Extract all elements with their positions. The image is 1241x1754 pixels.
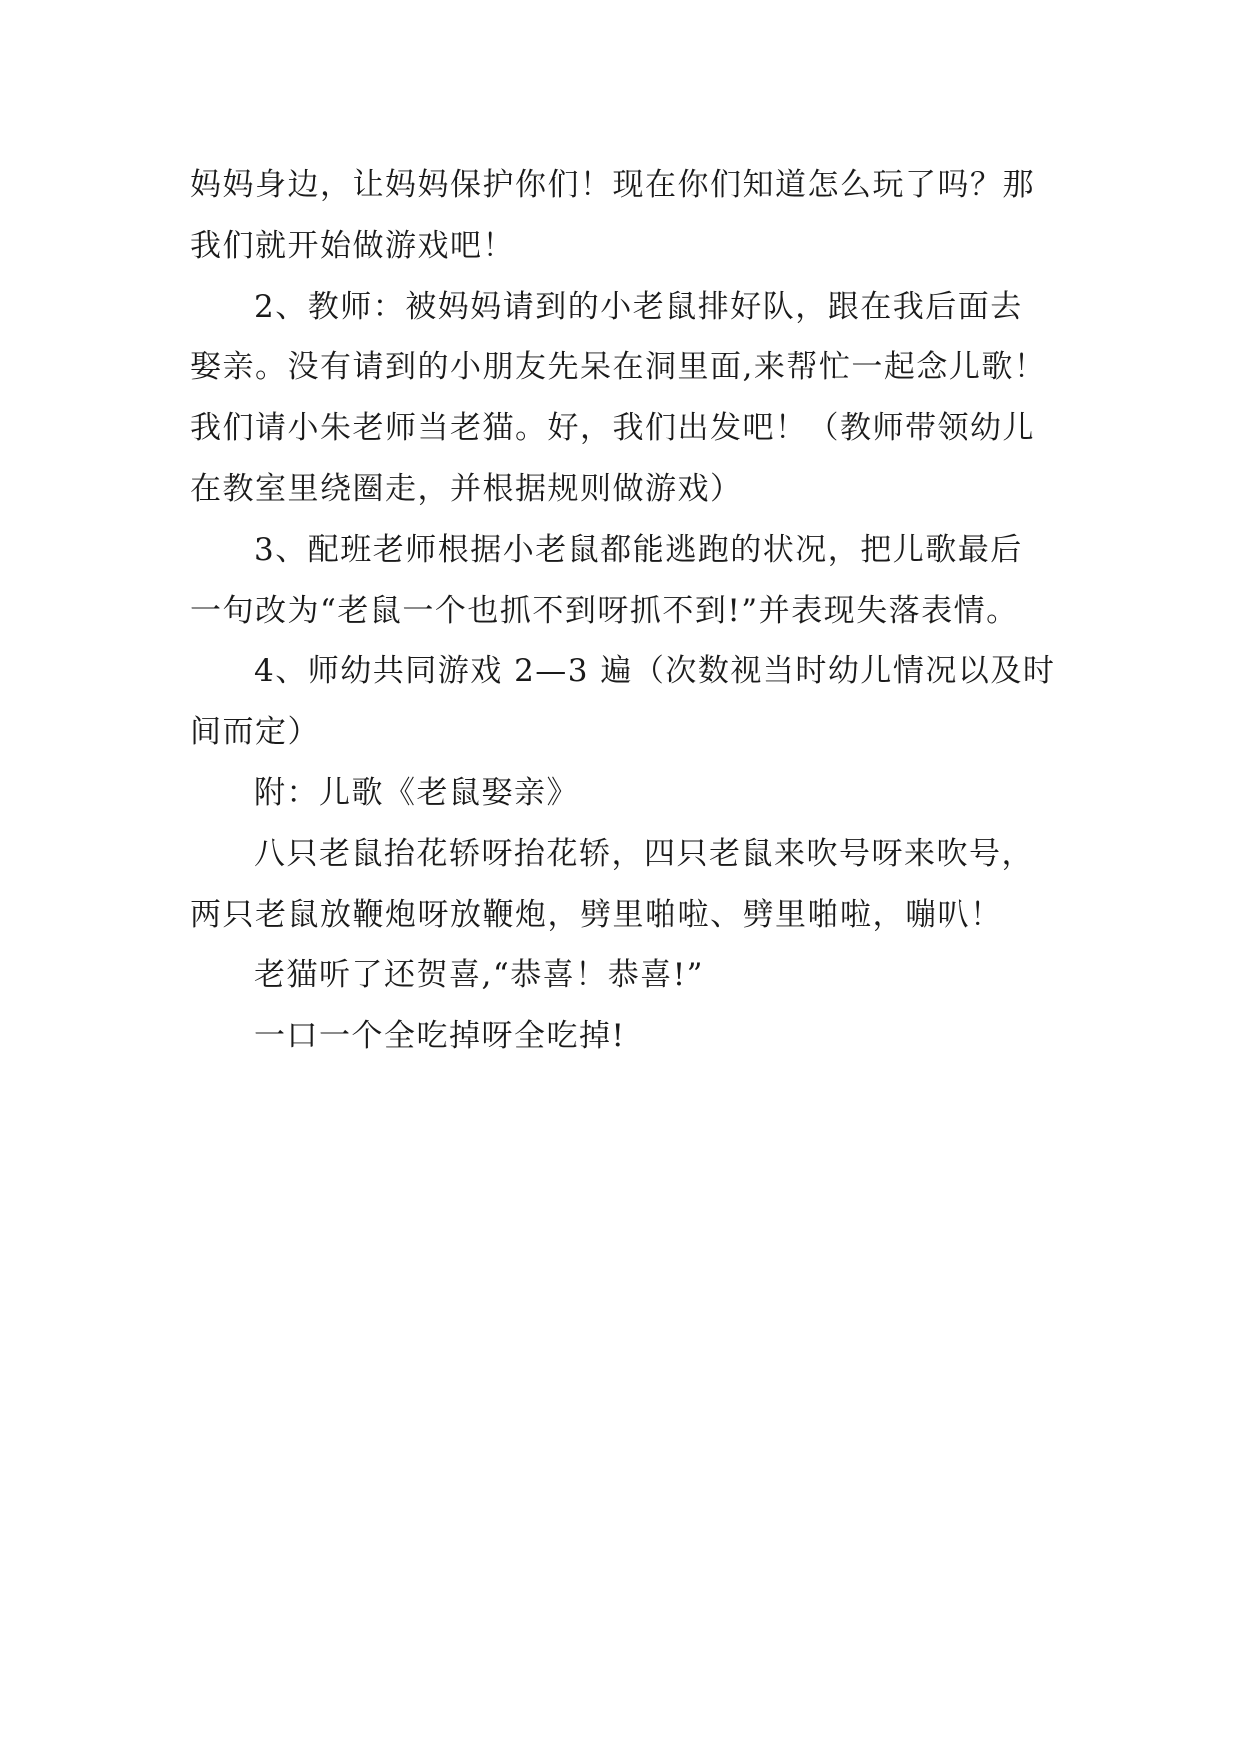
paragraph-line: 在教室里绕圈走，并根据规则做游戏） <box>190 471 743 507</box>
paragraph-line: 2、教师：被妈妈请到的小老鼠排好队，跟在我后面去 <box>254 289 1023 325</box>
appendix-heading: 附：儿歌《老鼠娶亲》 <box>254 775 579 811</box>
paragraph-line: 妈妈身边，让妈妈保护你们！现在你们知道怎么玩了吗？那 <box>190 167 1035 203</box>
verse-line: 八只老鼠抬花轿呀抬花轿，四只老鼠来吹号呀来吹号， <box>254 836 1034 872</box>
paragraph-line: 间而定） <box>190 714 320 750</box>
paragraph-line: 一句改为“老鼠一个也抓不到呀抓不到!”并表现失落表情。 <box>190 593 1019 629</box>
verse-line: 老猫听了还贺喜,“恭喜！恭喜!” <box>254 957 705 993</box>
paragraph-line: 我们就开始做游戏吧！ <box>190 228 515 264</box>
paragraph-line: 3、配班老师根据小老鼠都能逃跑的状况，把儿歌最后 <box>254 532 1023 568</box>
paragraph-line: 我们请小朱老师当老猫。好，我们出发吧！（教师带领幼儿 <box>190 410 1035 446</box>
paragraph-line: 娶亲。没有请到的小朋友先呆在洞里面,来帮忙一起念儿歌！ <box>190 349 1047 385</box>
paragraph-line: 4、师幼共同游戏 2—3 遍（次数视当时幼儿情况以及时 <box>254 653 1056 689</box>
verse-line: 一口一个全吃掉呀全吃掉! <box>254 1018 626 1054</box>
verse-line: 两只老鼠放鞭炮呀放鞭炮，劈里啪啦、劈里啪啦，嘣叭！ <box>190 897 1003 933</box>
